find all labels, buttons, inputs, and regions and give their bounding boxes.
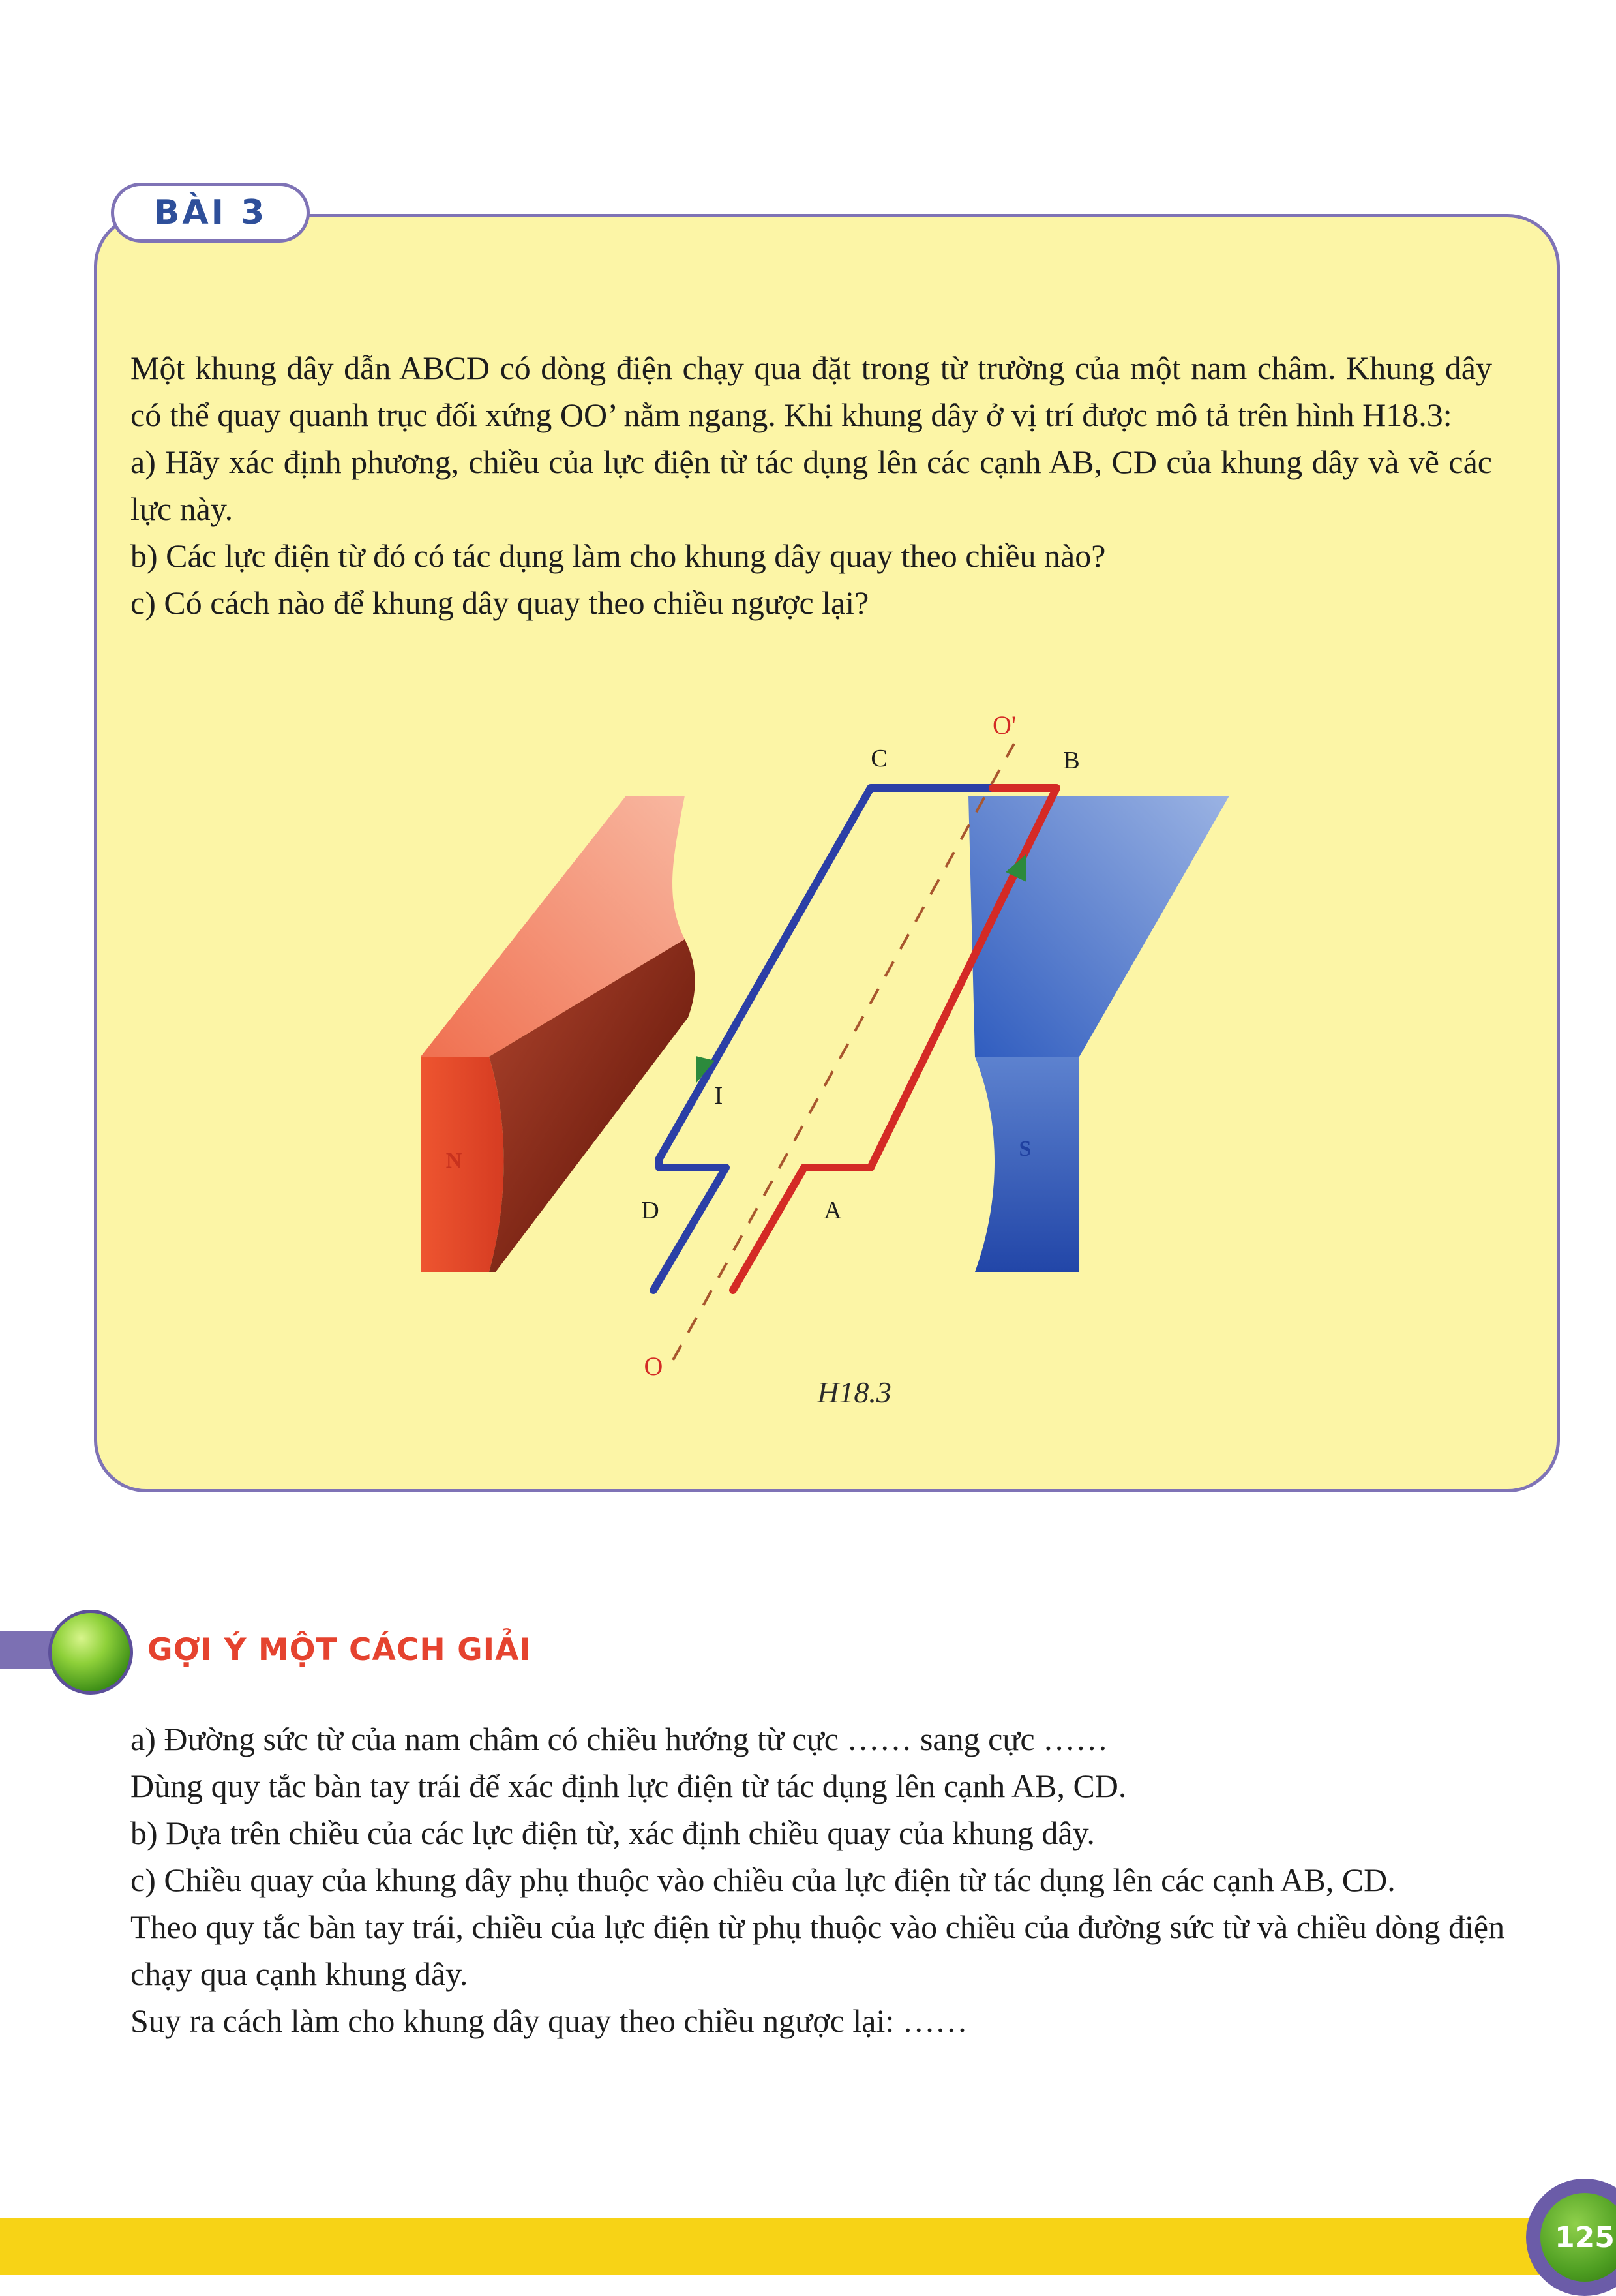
label-o: O [644,1352,663,1381]
hint-title: GỢI Ý MỘT CÁCH GIẢI [147,1632,532,1668]
figure-caption: H18.3 [817,1376,891,1409]
label-o-prime: O' [992,710,1017,740]
question-c: c) Có cách nào để khung dây quay theo chiều ngược lại? [130,584,869,621]
north-pole-label: N [445,1149,462,1173]
hint-ball-icon [48,1610,133,1695]
hint-line: b) Dựa trên chiều của các lực điện từ, xác định chiều quay của khung dây. [130,1815,1095,1851]
label-c: C [871,745,888,772]
question-b: b) Các lực điện từ đó có tác dụng làm cho khung dây quay theo chiều nào? [130,537,1106,574]
label-d: D [641,1197,659,1224]
south-magnet-top [968,796,1229,1057]
page-number: 125 [1555,2220,1615,2254]
hint-line: Suy ra cách làm cho khung dây quay theo chiều ngược lại: …… [130,2002,968,2039]
footer-bar [0,2218,1616,2275]
hint-text [130,1715,1506,2044]
hint-line: a) Đường sức từ của nam châm có chiều hướng từ cực …… sang cực …… [130,1721,1109,1757]
exercise-title-tab [111,183,310,243]
wire-cd [653,788,993,1290]
south-magnet [968,796,1229,1272]
question-a: a) Hãy xác định phương, chiều của lực điện từ tác dụng lên các cạnh AB, CD của khung dây và vẽ các lực này. [130,444,1492,527]
exercise-title: BÀI 3 [153,193,267,232]
figure-h18-3 [391,691,1265,1409]
north-magnet-front [421,1057,504,1272]
label-i: I [714,1082,723,1110]
label-a: A [824,1197,842,1224]
problem-text [130,344,1492,626]
south-magnet-front [975,1057,1079,1272]
hint-line: Dùng quy tắc bàn tay trái để xác định lực điện từ tác dụng lên cạnh AB, CD. [130,1768,1127,1804]
label-b: B [1063,747,1080,774]
hint-line: c) Chiều quay của khung dây phụ thuộc vào chiều của lực điện từ tác dụng lên các cạnh AB, CD. [130,1862,1396,1898]
problem-intro: Một khung dây dẫn ABCD có dòng điện chạy qua đặt trong từ trường của một nam châm. Khung dây có thể quay quanh trục đối xứng OO’ nằm ngang. Khi khung dây ở vị trí được mô tả trên hình H18.3: [130,350,1492,433]
hint-line: Theo quy tắc bàn tay trái, chiều của lực điện từ phụ thuộc vào chiều của đường sức từ và chiều dòng điện chạy qua cạnh khung dây. [130,1909,1505,1992]
south-pole-label: S [1019,1137,1032,1161]
